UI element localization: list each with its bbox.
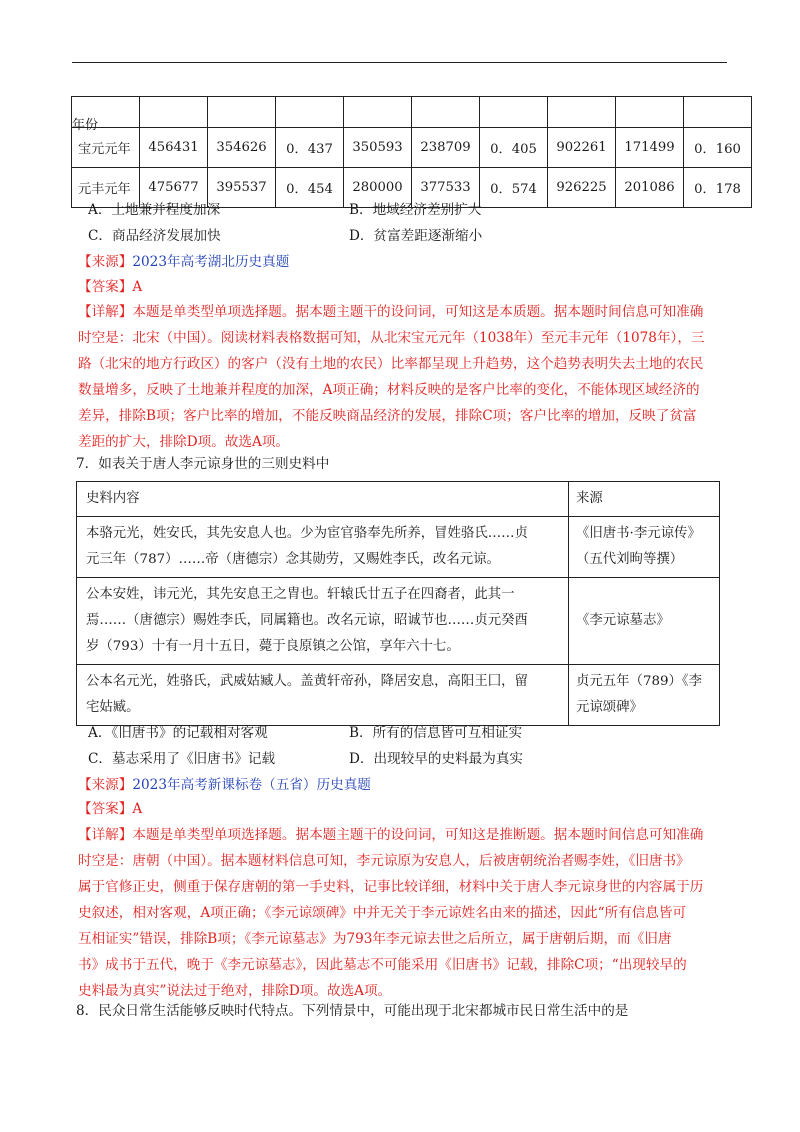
q7-source (78, 774, 371, 796)
detail-tag: 【详解】 (78, 827, 133, 843)
table-row (72, 97, 752, 128)
content-cell: 本骆元光，姓安氏，其先安息人也。少为宦官骆奉先所养，冒姓骆氏……贞 元三年（787）……帝（唐德宗）念其勋劳，又赐姓李氏，改名元谅。 (77, 517, 569, 578)
table-cell: 395537 (208, 168, 276, 208)
detail-line: 【详解】本题是单类型单项选择题。据本题主题干的设问词，可知这是本质题。据本题时间信息可知准确 (78, 304, 704, 320)
q6-source (78, 251, 289, 273)
detail-line: 书》成书于五代，晚于《李元谅墓志》，因此墓志不可能采用《旧唐书》记载，排除C项；“出现较早的 (78, 957, 687, 973)
q6-option-a: A．土地兼并程度加深 (88, 202, 221, 218)
table-row (77, 665, 720, 726)
source-tag: 【来源】 (78, 254, 133, 270)
header-source: 来源 (569, 482, 720, 517)
q7-option-c: C．墓志采用了《旧唐书》记载 (88, 751, 276, 767)
source-text: 2023年高考新课标卷（五省）历史真题 (132, 777, 371, 793)
detail-line: 属于官修正史，侧重于保存唐朝的第一手史料，记事比较详细，材料中关于唐人李元谅身世的内容属于历 (78, 879, 704, 895)
answer-value: A (132, 279, 143, 295)
table-cell: 0．574 (480, 168, 548, 208)
content-cell: 公本安姓，讳元光，其先安息王之胄也。轩辕氏廿五子在四裔者，此其一 焉……（唐德宗）赐姓李氏，同属籍也。改名元谅，昭诚节也……贞元癸酉 岁（793）十有一月十五日，薨于良原镇之公馆，享年六十七。 (77, 578, 569, 665)
q6-answer (78, 276, 142, 298)
table-cell: 171499 (616, 128, 684, 168)
table-cell: 456431 (140, 128, 208, 168)
table-header-row (77, 482, 720, 517)
source-cell: 贞元五年（789）《李 元谅颂碑》 (569, 665, 720, 726)
table-cell: 0．405 (480, 128, 548, 168)
table-row (77, 578, 720, 665)
q6-option-d: D．贫富差距逐渐缩小 (349, 228, 483, 244)
detail-line: 互相证实”错误，排除B项；《李元谅墓志》为793年李元谅去世之后所立，属于唐朝后期，而《旧唐 (78, 931, 672, 947)
detail-line: 差距的扩大，排除D项。故选A项。 (78, 434, 290, 450)
detail-line: 【详解】本题是单类型单项选择题。据本题主题干的设问词，可知这是推断题。据本题时间信息可知准确 (78, 827, 704, 843)
table-cell: 475677 (140, 168, 208, 208)
q6-detail (78, 299, 728, 455)
q6-option-b: B．地域经济差别扩大 (349, 202, 482, 218)
detail-line: 数量增多，反映了土地兼并程度的加深，A项正确；材料反映的是客户比率的变化，不能体现区域经济的 (78, 382, 700, 398)
q7-detail (78, 822, 728, 1004)
detail-tag: 【详解】 (78, 304, 133, 320)
table-cell: 926225 (548, 168, 616, 208)
header-content: 史料内容 (77, 482, 569, 517)
table-cell: 354626 (208, 128, 276, 168)
table-cell: 280000 (344, 168, 412, 208)
q7-option-b: B．所有的信息皆可互相证实 (349, 725, 523, 741)
table-cell: 0．160 (684, 128, 752, 168)
answer-tag: 【答案】 (78, 279, 133, 295)
header-rule (72, 62, 727, 63)
answer-value: A (132, 801, 143, 817)
q7-answer (78, 798, 142, 820)
detail-line: 差异，排除B项；客户比率的增加，不能反映商品经济的发展，排除C项；客户比率的增加，反映了贫富 (78, 408, 697, 424)
detail-line: 史料最为真实”说法过于绝对，排除D项。故选A项。 (78, 983, 392, 999)
year-header-cell (72, 97, 140, 133)
row-label: 宝元元年 (72, 128, 140, 168)
table-cell: 0．437 (276, 128, 344, 168)
table-cell: 377533 (412, 168, 480, 208)
source-cell: 《旧唐书·李元谅传》 （五代刘昫等撰） (569, 517, 720, 578)
table-cell: 902261 (548, 128, 616, 168)
data-table (71, 96, 752, 208)
detail-line: 时空是：唐朝（中国）。据本题材料信息可知，李元谅原为安息人，后被唐朝统治者赐李姓，《旧唐书》 (78, 853, 690, 869)
table-cell: 201086 (616, 168, 684, 208)
detail-line: 路（北宋的地方行政区）的客户（没有土地的农民）比率都呈现上升趋势，这个趋势表明失去土地的农民 (78, 356, 704, 372)
year-header-label: 年份 (72, 118, 99, 133)
q7-option-d: D．出现较早的史料最为真实 (349, 751, 524, 767)
source-tag: 【来源】 (78, 777, 133, 793)
content-cell: 公本名元光，姓骆氏，武威姑臧人。盖黄轩帝孙，降居安息，高阳王囗，留 宅姑臧。 (77, 665, 569, 726)
q6-option-c: C．商品经济发展加快 (88, 228, 221, 244)
table-cell: 0．454 (276, 168, 344, 208)
answer-tag: 【答案】 (78, 801, 133, 817)
table-row (72, 128, 752, 168)
row-label: 元丰元年 (72, 168, 140, 208)
q7-source-table (76, 481, 720, 726)
table-row (77, 517, 720, 578)
detail-line: 史叙述，相对客观，A项正确；《李元谅颂碑》中并无关于李元谅姓名由来的描述，因此“所有信息皆可 (78, 905, 687, 921)
q7-option-a: A．《旧唐书》的记载相对客观 (88, 725, 268, 741)
table-cell: 238709 (412, 128, 480, 168)
table-cell: 350593 (344, 128, 412, 168)
detail-line: 时空是：北宋（中国）。阅读材料表格数据可知，从北宋宝元元年（1038年）至元丰元年（1078年），三 (78, 330, 705, 346)
source-cell: 《李元谅墓志》 (569, 578, 720, 665)
q8-stem: 8．民众日常生活能够反映时代特点。下列情景中，可能出现于北宋都城市民日常生活中的是 (76, 1003, 629, 1019)
source-text: 2023年高考湖北历史真题 (132, 254, 290, 270)
table-cell: 0．178 (684, 168, 752, 208)
q7-stem: 7．如表关于唐人李元谅身世的三则史料中 (76, 456, 330, 472)
